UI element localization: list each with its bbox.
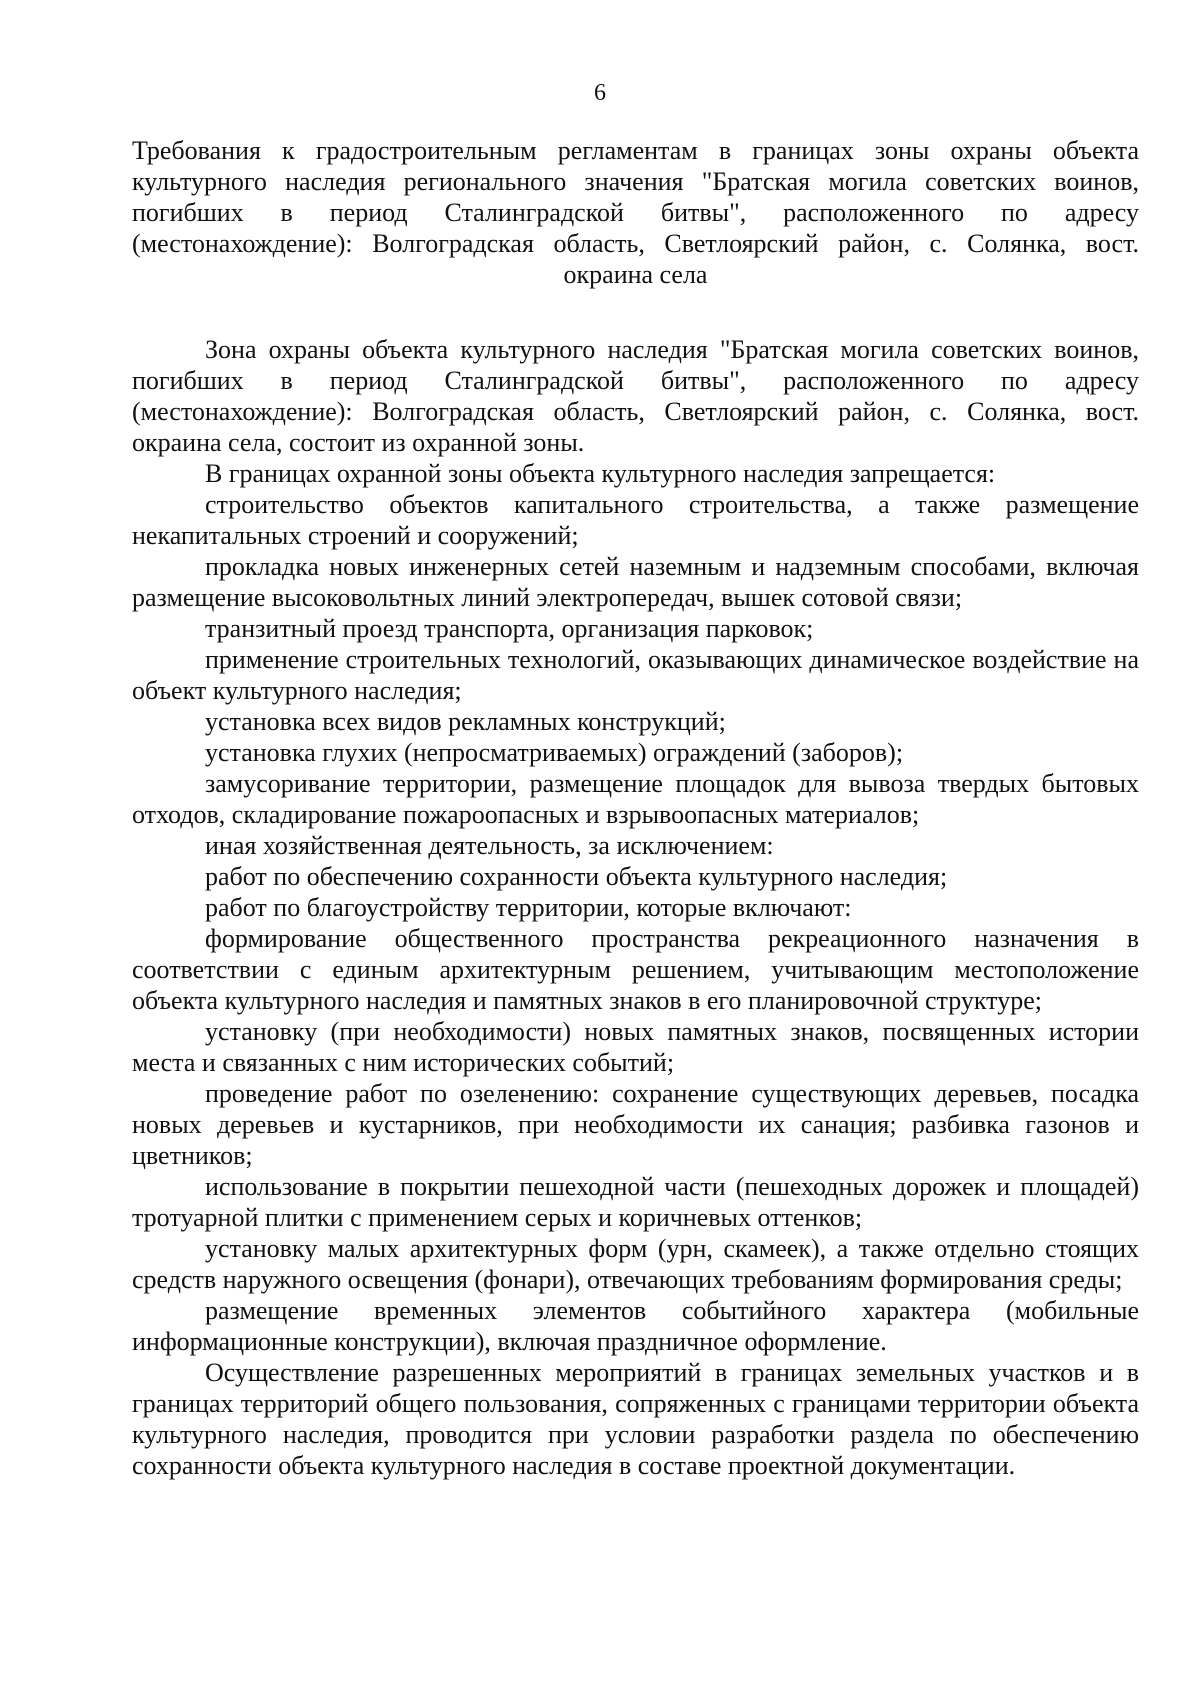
paragraph-zone-description: Зона охраны объекта культурного наследия "Братская могила советских воинов, погибших в период Сталинградской битвы", расположенного по адресу (местонахождение): Волгоградская область, Светлоярский район, с. Солянка, вост. окраина села, состоит из охранной зоны. [132, 335, 1139, 457]
list-item: работ по благоустройству территории, которые включают: [205, 893, 852, 922]
list-item: применение строительных технологий, оказывающих динамическое воздействие на объект культурного наследия; [132, 645, 1139, 705]
list-item: работ по обеспечению сохранности объекта культурного наследия; [205, 862, 948, 891]
list-item: установка всех видов рекламных конструкций; [205, 707, 726, 736]
paragraph-conditions: Осуществление разрешенных мероприятий в границах земельных участков и в границах территорий общего пользования, сопряженных с границами территории объекта культурного наследия, проводится при условии разработки раздела по обеспечению сохранности объекта культурного наследия в составе проектной документации. [132, 1358, 1139, 1480]
list-item: размещение временных элементов событийного характера (мобильные информационные конструкции), включая праздничное оформление. [132, 1296, 1139, 1356]
list-item: прокладка новых инженерных сетей наземным и надземным способами, включая размещение высоковольтных линий электропередач, вышек сотовой связи; [132, 552, 1139, 612]
list-item: использование в покрытии пешеходной части (пешеходных дорожек и площадей) тротуарной плитки с применением серых и коричневых оттенков; [132, 1172, 1139, 1232]
list-item: замусоривание территории, размещение площадок для вывоза твердых бытовых отходов, складирование пожароопасных и взрывоопасных материалов; [132, 769, 1139, 829]
list-item: транзитный проезд транспорта, организация парковок; [205, 614, 814, 643]
page-number: 6 [594, 80, 606, 106]
list-item: установку (при необходимости) новых памятных знаков, посвященных истории места и связанных с ним исторических событий; [132, 1017, 1139, 1077]
list-item: установка глухих (непросматриваемых) ограждений (заборов); [205, 738, 904, 767]
paragraph-prohibitions-intro: В границах охранной зоны объекта культурного наследия запрещается: [205, 459, 996, 488]
list-item: формирование общественного пространства рекреационного назначения в соответствии с единым архитектурным решением, учитывающим местоположение объекта культурного наследия и памятных знаков в его планировочной структуре; [132, 924, 1139, 1015]
document-title: Требования к градостроительным регламентам в границах зоны охраны объекта культурного наследия регионального значения "Братская могила советских воинов, погибших в период Сталинградской битвы", расположенного по адресу (местонахождение): Волгоградская область, Светлоярский район, с. Солянка, вост. окраина села [132, 136, 1139, 289]
list-item: проведение работ по озеленению: сохранение существующих деревьев, посадка новых деревьев и кустарников, при необходимости их санация; разбивка газонов и цветников; [132, 1079, 1139, 1170]
list-item: строительство объектов капитального строительства, а также размещение некапитальных строений и сооружений; [132, 490, 1139, 550]
list-item: установку малых архитектурных форм (урн, скамеек), а также отдельно стоящих средств наружного освещения (фонари), отвечающих требованиям формирования среды; [132, 1234, 1139, 1294]
list-item: иная хозяйственная деятельность, за исключением: [205, 831, 774, 860]
document-body [132, 334, 1139, 1481]
